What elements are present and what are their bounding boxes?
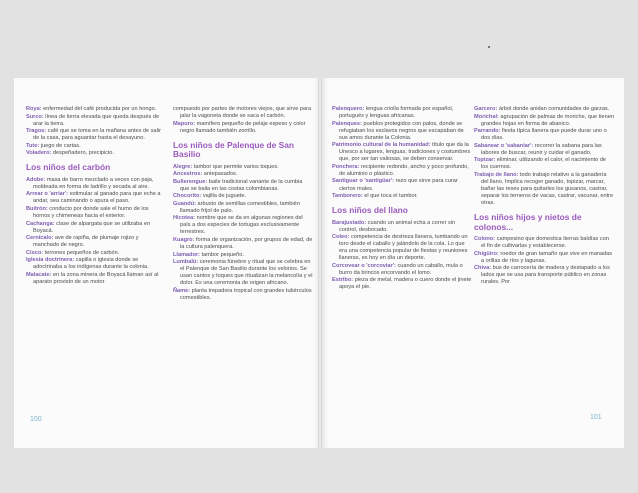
- glossary-definition: planta trepadora tropical con grandes tubérculos comestibles.: [180, 287, 312, 301]
- glossary-entry: [26, 150, 166, 157]
- glossary-definition: vajilla de juguete.: [201, 193, 247, 200]
- glossary-term: Lumbalú:: [173, 259, 199, 266]
- glossary-entry: [173, 179, 313, 193]
- glossary-entry: [332, 106, 472, 120]
- glossary-definition: fiesta típica llanera que puede durar uno o dos días.: [481, 128, 607, 142]
- glossary-term: Topizar:: [474, 157, 496, 164]
- glossary-entry: [26, 250, 166, 257]
- glossary-term: Ponchera:: [332, 163, 360, 170]
- glossary-definition: título que da la Unesco a lugares, lenguas, tradiciones y costumbres que, por ser tan valiosas, se deben conservar.: [339, 142, 471, 163]
- glossary-definition: línea de tierra elevada que queda después de arar la tierra.: [33, 113, 160, 127]
- glossary-entry: [332, 164, 472, 178]
- glossary-entry: [26, 221, 166, 235]
- glossary-entry: [26, 143, 166, 150]
- glossary-entry: [26, 257, 166, 271]
- glossary-entry-continued: [173, 106, 313, 120]
- column-2: [173, 106, 313, 302]
- glossary-entry: [474, 143, 614, 157]
- glossary-entry: [474, 251, 614, 265]
- glossary-definition: recipiente redondo, ancho y poco profundo, de aluminio o plástico.: [339, 163, 469, 177]
- glossary-term: Coleo:: [332, 234, 350, 241]
- glossary-definition: mamífero pequeño de pelaje espeso y color negro llamado también zorrillo.: [180, 120, 306, 134]
- glossary-definition: recorrer la sabana para las labores de buscar, reunir y cuidar el ganado.: [481, 142, 602, 156]
- glossary-term: Hicotea:: [173, 215, 196, 222]
- glossary-term: Surco:: [26, 113, 44, 120]
- glossary-definition: competencia de destreza llanera, tumbando un toro desde el caballo y jalándolo de la cola. Lo que era una competencia popular de fiestas y reuniones llaneras, es hoy en día un deporte.: [339, 234, 468, 262]
- glossary-term: Buitrón:: [26, 205, 48, 212]
- glossary-entry: [173, 215, 313, 236]
- glossary-term: Santiguar o 'santigüar':: [332, 178, 395, 185]
- glossary-entry: [173, 237, 313, 251]
- glossary-term: Estribo:: [332, 277, 354, 284]
- glossary-term: Voladero:: [26, 150, 52, 157]
- glossary-definition: tambor pequeño.: [200, 251, 244, 258]
- glossary-definition: clase de alpargata que se utilizaba en Boyacá.: [33, 220, 151, 234]
- glossary-term: Trabajo de llano:: [474, 171, 519, 178]
- glossary-term: Sabanear o 'sabaniar':: [474, 142, 534, 149]
- glossary-definition: juego de cartas.: [39, 142, 81, 149]
- glossary-definition: en la zona minera de Boyacá llaman así al aparato provisto de un motor: [33, 271, 159, 285]
- glossary-definition: forma de organización, por grupos de edad, de la cultura palenquera.: [180, 236, 313, 251]
- glossary-definition: roedor de gran tamaño que vive en manadas a orillas de ríos y lagunas.: [481, 250, 613, 264]
- page-number-right: 101: [590, 414, 602, 421]
- glossary-entry: [173, 201, 313, 215]
- glossary-entry: [173, 164, 313, 171]
- glossary-term: Colono:: [474, 235, 496, 242]
- glossary-entry: [332, 263, 472, 277]
- glossary-term: Garcero:: [474, 106, 498, 112]
- glossary-term: Iglesia doctrinera:: [26, 257, 75, 264]
- glossary-entry: [474, 172, 614, 207]
- glossary-definition: ave de rapiña, de plumaje rojizo y manchado de negro.: [33, 235, 139, 249]
- glossary-definition: estimular al ganado para que eche a andar, sea caminando o apura el paso.: [33, 191, 161, 205]
- glossary-entry: [474, 106, 614, 113]
- glossary-term: Guandú:: [173, 200, 196, 207]
- glossary-term: Palenques:: [332, 120, 362, 127]
- glossary-entry: [474, 157, 614, 171]
- glossary-term: Ñame:: [173, 287, 191, 294]
- glossary-term: Adobe:: [26, 176, 46, 183]
- glossary-term: Tute:: [26, 142, 40, 149]
- glossary-term: Alegre:: [173, 163, 193, 170]
- glossary-term: Chigüiro:: [474, 250, 499, 257]
- glossary-definition: antepasados.: [202, 171, 238, 178]
- glossary-definition: enfermedad del café producida por un hongo.: [41, 106, 157, 112]
- glossary-entry: [173, 121, 313, 135]
- glossary-definition: todo trabajo relativo a la ganadería del llano. Implica recoger ganado, topizar, marcar, bañar las reses para quitarles los gusanos, castrar, separar los terneros de vacas, castrar, vacunar, entre otras.: [481, 171, 614, 207]
- glossary-term: Bullerengue:: [173, 178, 208, 185]
- glossary-definition: conducto por donde sale el humo de los hornos y chimeneas hacia el exterior.: [33, 205, 149, 219]
- glossary-term: Tragos:: [26, 128, 47, 135]
- glossary-definition: agrupación de palmas de moriche, que tienen grandes hojas en forma de abanico.: [481, 113, 614, 127]
- glossary-definition: baile tradicional variante de la cumbia que se baila en las costas colombianas.: [180, 178, 303, 192]
- glossary-entry: [332, 193, 472, 200]
- glossary-entry: [26, 191, 166, 205]
- glossary-definition: rezo que sirve para curar ciertos males.: [339, 178, 458, 192]
- glossary-definition: tambor que permite varios toques.: [192, 163, 279, 170]
- glossary-entry: [332, 178, 472, 192]
- speck-mark: [488, 46, 490, 48]
- glossary-term: Cisco:: [26, 249, 44, 256]
- page-number-left: 100: [30, 416, 42, 423]
- glossary-definition: nombre que se da en algunas regiones del país a dos especies de tortugas exclusivamente terrestres.: [180, 215, 303, 236]
- glossary-definition: árbol donde anidan comunidades de garzas.: [497, 106, 610, 112]
- section-heading: Los niños del carbón: [26, 162, 111, 173]
- glossary-entry: [26, 177, 166, 191]
- glossary-entry: [474, 236, 614, 250]
- glossary-entry: [474, 128, 614, 142]
- glossary-term: Palenquero:: [332, 106, 365, 112]
- glossary-term: Roya:: [26, 106, 42, 112]
- glossary-term: Cachanga:: [26, 220, 55, 227]
- glossary-definition: cuando un animal echa a correr sin control, desbocado.: [339, 219, 456, 233]
- glossary-term: Chocorito:: [173, 193, 202, 200]
- glossary-definition: despeñadero, precipicio.: [51, 150, 114, 157]
- glossary-definition: arbusto de semillas comestibles, también llamado fríjol de palo.: [180, 200, 300, 214]
- glossary-term: Kuagro:: [173, 236, 195, 243]
- glossary-term: Malacate:: [26, 271, 52, 278]
- glossary-term: Morichal:: [474, 113, 499, 120]
- glossary-entry: [26, 106, 166, 113]
- glossary-definition: ceremonia fúnebre y ritual que se celebra en el Palenque de San Basilio durante los velorios. Se usan cantos y toques que ritualizan la melancolía y el dolor. Es una ceremonia de origen africano.: [180, 259, 313, 287]
- glossary-term: Cernícalo:: [26, 235, 54, 242]
- glossary-entry: [332, 142, 472, 163]
- glossary-definition: pueblos protegidos con palos, donde se refugiaban los esclavos negros que escapaban de sus amos durante la Colonia.: [339, 120, 464, 141]
- glossary-entry: [332, 234, 472, 262]
- glossary-term: Corcovear o 'corcoviar':: [332, 262, 396, 269]
- section-heading: Los niños hijos y nietos de colonos...: [474, 212, 582, 232]
- glossary-term: Patrimonio cultural de la humanidad:: [332, 142, 431, 149]
- glossary-entry: [173, 259, 313, 287]
- section-heading: Los niños de Palenque de San Basilio: [173, 139, 294, 160]
- glossary-definition: lengua criolla formada por español, portugués y lenguas africanas.: [339, 106, 454, 120]
- glossary-entry: [26, 114, 166, 128]
- glossary-term: Chiva:: [474, 265, 492, 272]
- glossary-entry: [173, 193, 313, 200]
- glossary-entry: [332, 121, 472, 142]
- glossary-entry: [173, 171, 313, 178]
- glossary-definition: el que toca el tambor.: [362, 193, 418, 200]
- glossary-entry: [26, 272, 166, 286]
- glossary-definition: terrones pequeños de carbón.: [43, 249, 120, 256]
- glossary-entry: [173, 288, 313, 302]
- glossary-definition: pieza de metal, madera o cuero donde el jinete apoya el pie.: [339, 277, 472, 291]
- glossary-definition: masa de barro mezclado a veces con paja, moldeada en forma de ladrillo y secada al aire.: [33, 176, 154, 190]
- column-4: [474, 106, 614, 287]
- glossary-term: Parrando:: [474, 128, 501, 135]
- glossary-entry: [26, 206, 166, 220]
- glossary-entry: [332, 220, 472, 234]
- glossary-term: Tamborero:: [332, 193, 363, 200]
- glossary-definition: campesino que domestica tierras baldías con el fin de cultivarlas y establecerse.: [481, 235, 609, 250]
- glossary-definition: compuesto por partes de motores viejos, que sirve para jalar la vagoneta donde se saca el carbón.: [173, 106, 312, 120]
- glossary-definition: cuando un caballo, mula o burro da brincos encorvando el lomo.: [339, 262, 463, 276]
- section-heading: Los niños del llano: [332, 205, 408, 216]
- glossary-entry: [474, 265, 614, 286]
- glossary-term: Barajustado:: [332, 219, 367, 226]
- glossary-term: Mapuro:: [173, 120, 196, 127]
- glossary-entry: [332, 277, 472, 291]
- glossary-entry: [26, 235, 166, 249]
- glossary-entry: [173, 252, 313, 259]
- column-3: [332, 106, 472, 292]
- glossary-term: Arrear o 'arriar':: [26, 191, 69, 198]
- glossary-entry: [474, 114, 614, 128]
- column-1: [26, 106, 166, 286]
- glossary-definition: café que se toma en la mañana antes de salir de la casa, para aguantar hasta el desayuno.: [33, 128, 161, 142]
- glossary-definition: eliminar, utilizando el calor, el nacimiento de los cuernos.: [481, 157, 607, 171]
- glossary-term: Llamador:: [173, 251, 201, 258]
- glossary-entry: [26, 128, 166, 142]
- glossary-definition: capilla o iglesia donde se adoctrinaba a los indígenas durante la colonia.: [33, 257, 149, 271]
- glossary-definition: bus de carrocería de madera y destapado a los lados que se usa para transporte público en zonas rurales. Por: [481, 265, 610, 286]
- glossary-term: Ancestros:: [173, 171, 203, 178]
